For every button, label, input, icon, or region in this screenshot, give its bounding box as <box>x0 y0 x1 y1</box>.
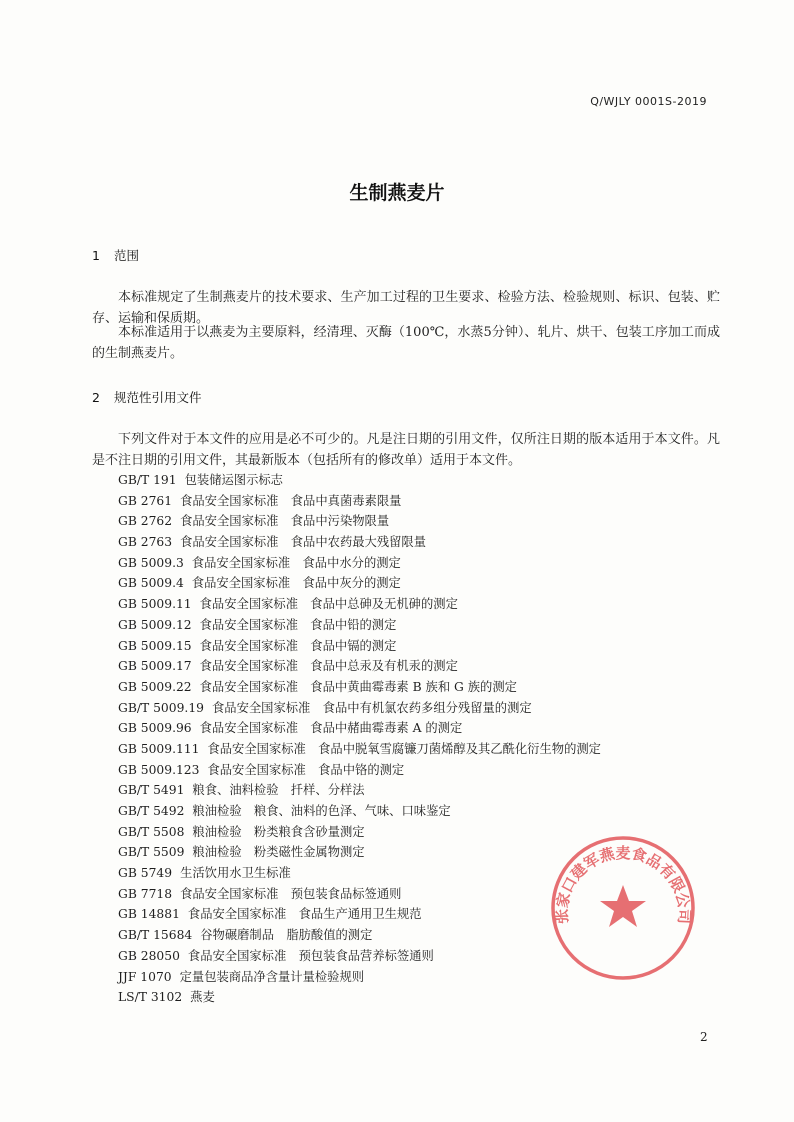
reference-code: GB 5009.123 <box>118 762 200 777</box>
reference-code: GB/T 5009.19 <box>118 700 204 715</box>
reference-title: 粮油检验 粉类粮食含砂量测定 <box>192 824 365 839</box>
reference-code: GB 2762 <box>118 514 173 529</box>
reference-item <box>118 594 601 615</box>
reference-title: 食品安全国家标准 预包装食品营养标签通则 <box>187 948 434 963</box>
reference-title: 食品安全国家标准 食品中赭曲霉毒素 A 的测定 <box>199 721 463 736</box>
reference-item <box>118 573 601 594</box>
reference-item <box>118 925 601 946</box>
reference-item <box>118 987 601 1008</box>
reference-item <box>118 491 601 512</box>
reference-item <box>118 801 601 822</box>
reference-code: GB 2761 <box>118 493 173 508</box>
reference-title: 食品安全国家标准 食品中真菌毒素限量 <box>180 493 402 508</box>
section-2-heading <box>92 388 202 406</box>
reference-title: 包装储运图示标志 <box>184 473 283 487</box>
reference-code: LS/T 3102 <box>118 990 183 1005</box>
reference-code: GB 5009.17 <box>118 659 192 674</box>
reference-title: 粮油检验 粉类磁性金属物测定 <box>192 845 365 860</box>
reference-item <box>118 946 601 967</box>
document-title: 生制燕麦片 <box>349 182 445 204</box>
reference-code: GB 14881 <box>118 907 180 922</box>
reference-title: 食品安全国家标准 食品中铬的测定 <box>207 762 405 777</box>
reference-title: 粮油检验 粮食、油料的色泽、气味、口味鉴定 <box>192 804 451 818</box>
seal-star-icon <box>600 885 646 927</box>
reference-title: 燕麦 <box>190 990 215 1005</box>
reference-code: GB/T 15684 <box>118 928 193 943</box>
reference-item <box>118 636 601 657</box>
reference-item <box>118 677 601 698</box>
reference-code: GB 5009.96 <box>118 721 192 736</box>
reference-item <box>118 470 601 491</box>
reference-code: GB 5749 <box>118 866 173 881</box>
reference-item <box>118 553 601 574</box>
reference-title: 食品安全国家标准 食品中铅的测定 <box>199 617 397 632</box>
reference-code: GB/T 191 <box>118 473 177 487</box>
reference-code: GB 28050 <box>118 948 180 963</box>
reference-title: 食品安全国家标准 食品中黄曲霉毒素 B 族和 G 族的测定 <box>199 679 517 694</box>
reference-title: 食品安全国家标准 食品中灰分的测定 <box>191 576 401 591</box>
reference-code: GB/T 5508 <box>118 824 185 839</box>
reference-item <box>118 863 601 884</box>
reference-title: 谷物碾磨制品 脂肪酸值的测定 <box>200 928 373 943</box>
section-number: 1 <box>92 248 100 263</box>
reference-item <box>118 760 601 781</box>
reference-item <box>118 780 601 801</box>
reference-code: GB/T 5491 <box>118 783 185 798</box>
reference-title: 生活饮用水卫生标准 <box>180 866 291 881</box>
reference-code: GB 2763 <box>118 535 173 550</box>
reference-code: GB 5009.12 <box>118 617 192 632</box>
company-seal <box>548 833 698 983</box>
reference-title: 食品安全国家标准 食品中污染物限量 <box>180 514 390 529</box>
reference-title: 定量包装商品净含量计量检验规则 <box>179 969 365 984</box>
reference-code: GB/T 5509 <box>118 845 185 860</box>
scope-paragraph-1: 本标准规定了生制燕麦片的技术要求、生产加工过程的卫生要求、检验方法、检验规则、标识、包装、贮存、运输和保质期。 <box>92 290 720 326</box>
section-number: 2 <box>92 390 100 405</box>
reference-item <box>118 615 601 636</box>
reference-title: 食品安全国家标准 食品中农药最大残留限量 <box>180 535 427 550</box>
reference-item <box>118 904 601 925</box>
section-title: 范围 <box>114 248 140 263</box>
normative-reference-list <box>118 470 601 1008</box>
reference-item <box>118 511 601 532</box>
reference-title: 食品安全国家标准 食品中总砷及无机砷的测定 <box>199 597 458 612</box>
reference-item <box>118 822 601 843</box>
reference-item <box>118 739 601 760</box>
scope-paragraph-2: 本标准适用于以燕麦为主要原料，经清理、灭酶（100℃，水蒸5分钟）、轧片、烘干、包装工序加工而成的生制燕麦片。 <box>92 325 720 361</box>
reference-title: 食品安全国家标准 食品中脱氧雪腐镰刀菌烯醇及其乙酰化衍生物的测定 <box>207 741 601 756</box>
reference-title: 食品安全国家标准 食品中有机氯农药多组分残留量的测定 <box>211 700 532 715</box>
reference-code: GB 5009.4 <box>118 576 184 591</box>
page-number: 2 <box>700 1030 708 1044</box>
reference-title: 食品安全国家标准 食品中水分的测定 <box>191 555 401 570</box>
reference-item <box>118 698 601 719</box>
reference-code: GB 5009.111 <box>118 741 200 756</box>
standard-code: Q/WJLY 0001S-2019 <box>590 95 707 108</box>
reference-title: 食品安全国家标准 预包装食品标签通则 <box>180 886 402 901</box>
reference-item <box>118 967 601 988</box>
references-intro-paragraph: 下列文件对于本文件的应用是必不可少的。凡是注日期的引用文件，仅所注日期的版本适用于本文件。凡是不注日期的引用文件，其最新版本（包括所有的修改单）适用于本文件。 <box>92 432 720 468</box>
reference-title: 粮食、油料检验 扦样、分样法 <box>192 783 365 798</box>
reference-code: GB 5009.15 <box>118 638 192 653</box>
reference-code: GB 5009.11 <box>118 597 192 612</box>
reference-item <box>118 532 601 553</box>
reference-code: GB/T 5492 <box>118 804 185 818</box>
reference-code: JJF 1070 <box>118 969 172 984</box>
reference-title: 食品安全国家标准 食品生产通用卫生规范 <box>187 907 422 922</box>
reference-item <box>118 884 601 905</box>
reference-item <box>118 842 601 863</box>
seal-text: 张家口建军燕麦食品有限公司 <box>552 843 694 925</box>
reference-code: GB 7718 <box>118 886 173 901</box>
reference-item <box>118 718 601 739</box>
section-1-heading <box>92 246 139 264</box>
reference-code: GB 5009.3 <box>118 555 184 570</box>
reference-item <box>118 656 601 677</box>
reference-code: GB 5009.22 <box>118 679 192 694</box>
section-title: 规范性引用文件 <box>114 390 202 405</box>
reference-title: 食品安全国家标准 食品中镉的测定 <box>199 638 397 653</box>
reference-title: 食品安全国家标准 食品中总汞及有机汞的测定 <box>199 659 458 674</box>
